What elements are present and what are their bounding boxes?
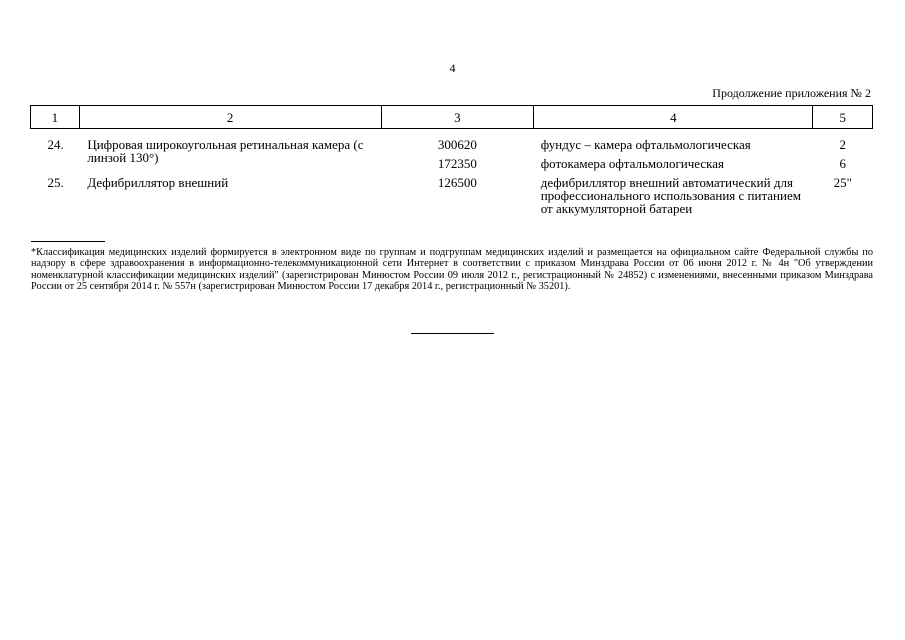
header-cell-4: 4 [534,106,813,129]
classification-code: 300620 [437,137,477,152]
device-kind: дефибриллятор внешний автоматический для профессионального использования с питанием от аккумуляторной батареи [540,175,801,216]
quantity: 25" [833,175,852,190]
table-header-row [31,106,873,129]
header-cell-2: 2 [79,106,381,129]
page-number: 4 [449,61,456,75]
end-divider [411,333,494,334]
row-number: 24. [47,137,64,152]
row-number [31,151,80,170]
continuation-caption: Продолжение приложения № 2 [712,86,871,100]
device-name: Цифровая широкоугольная ретинальная камера (с линзой 130°) [87,137,364,165]
device-kind: фундус – камера офтальмологическая [540,137,751,152]
classification-code: 126500 [437,175,477,190]
table-row [31,129,873,152]
table-row [31,170,873,215]
equipment-table [30,105,873,215]
header-cell-5: 5 [813,106,873,129]
row-number: 25. [47,175,64,190]
header-cell-3: 3 [381,106,534,129]
classification-code: 172350 [437,156,477,171]
footnote-divider [31,241,105,242]
device-kind: фотокамера офтальмологическая [540,156,725,171]
quantity: 6 [839,156,846,171]
header-cell-1: 1 [31,106,80,129]
footnote-text: *Классификация медицинских изделий формируется в электронном виде по группам и подгруппам медицинских изделий и размещается на официальном сайте Федеральной службы по надзору в сфере здравоохранения в информационно-телекоммуникационной сети Интернет в соответствии с приказом Минздрава России от 06 июня 2012 г. № 4н "Об утверждении номенклатурной классификации медицинских изделий" (зарегистрирован Минюстом России 09 июля 2012 г., регистрационный № 24852) с изменениями, внесенными приказом Минздрава России от 25 сентября 2014 г. № 557н (зарегистрирован Минюстом России 17 декабря 2014 г., регистрационный № 35201). [31,247,873,292]
device-name: Дефибриллятор внешний [87,175,229,190]
quantity: 2 [839,137,846,152]
